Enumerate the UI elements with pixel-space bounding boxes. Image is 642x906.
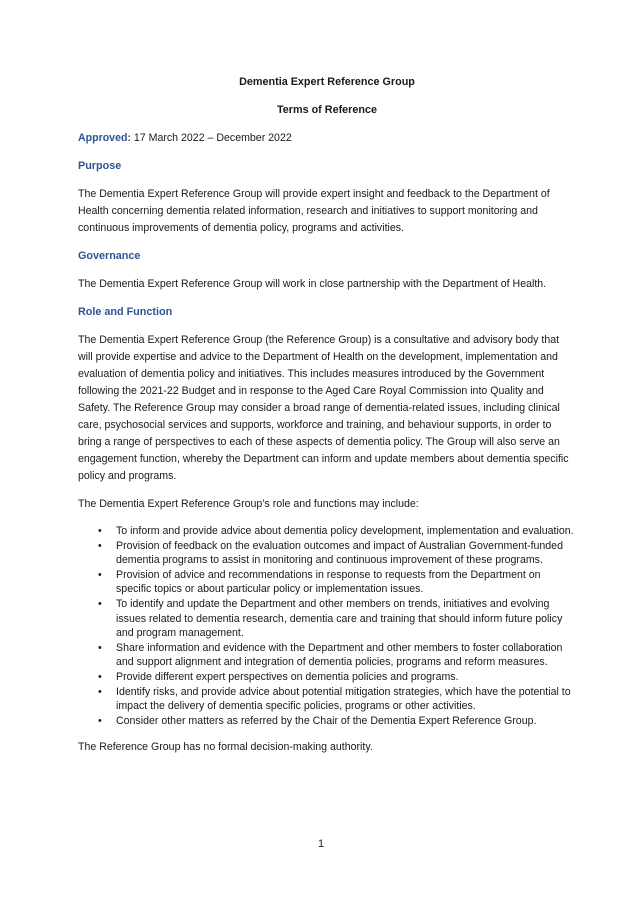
list-item-text: Share information and evidence with the Department and other members to foster collaboration and support alignment and integration of dementia policies, programs and reform measures. — [116, 641, 563, 669]
list-item — [98, 685, 576, 714]
role-heading: Role and Function — [78, 306, 173, 318]
list-item-text: Provide different expert perspectives on dementia policies and programs. — [116, 670, 459, 683]
bullet-icon: • — [98, 539, 102, 552]
closing-text: The Reference Group has no formal decision-making authority. — [78, 741, 373, 754]
list-item — [98, 568, 576, 597]
bullet-icon: • — [98, 597, 102, 610]
bullet-icon: • — [98, 525, 102, 537]
list-item-text: To inform and provide advice about dementia policy development, implementation and evaluation. — [116, 525, 574, 537]
page-content — [78, 74, 576, 767]
document-subtitle: Terms of Reference — [276, 104, 377, 116]
bullet-icon: • — [98, 641, 102, 654]
bullet-icon: • — [98, 670, 102, 683]
list-item-text: Provision of feedback on the evaluation outcomes and impact of Australian Government-funded dementia programs to assist in monitoring and continuous improvement of these programs. — [116, 539, 563, 567]
list-item-text: Identify risks, and provide advice about potential mitigation strategies, which have the potential to impact the delivery of dementia specific policies, programs or other activities. — [116, 685, 571, 713]
approved-label: Approved: — [78, 132, 131, 144]
approved-line — [78, 130, 576, 147]
list-item-text: Provision of advice and recommendations in response to requests from the Department on specific topics or about particular policy or implementation issues. — [116, 568, 541, 596]
list-item-text: To identify and update the Department and other members on trends, initiatives and evolving issues related to dementia research, dementia care and training that should inform future policy and program management. — [116, 597, 563, 640]
role-text: The Dementia Expert Reference Group (the Reference Group) is a consultative and advisory body that will provide expertise and advice to the Department of Health on the development, implementation and evaluation of dementia policy and initiatives. This includes measures introduced by the Government following the 2021-22 Budget and in response to the Aged Care Royal Commission into Quality and Safety. The Reference Group may consider a broad range of dementia-related issues, including clinical care, psychosocial services and supports, workforce and training, and behaviour supports, in order to bring a range of perspectives to each of these aspects of dementia policy. The Group will also serve an engagement function, whereby the Department can inform and update members about dementia specific policy and programs. — [78, 334, 569, 482]
list-item — [98, 539, 576, 568]
governance-text: The Dementia Expert Reference Group will work in close partnership with the Department of Health. — [78, 278, 547, 290]
list-item — [98, 524, 576, 539]
role-function-list — [78, 524, 576, 728]
list-item-text: Consider other matters as referred by the Chair of the Dementia Expert Reference Group. — [116, 714, 537, 727]
list-item — [98, 714, 576, 729]
list-item — [98, 641, 576, 670]
bullet-icon: • — [98, 685, 102, 698]
list-item — [98, 670, 576, 685]
purpose-heading: Purpose — [78, 160, 122, 172]
document-title: Dementia Expert Reference Group — [239, 76, 415, 88]
purpose-text: The Dementia Expert Reference Group will provide expert insight and feedback to the Department of Health concerning dementia related information, research and initiatives to support monitoring and continuous improvements of dementia policy, programs and activities. — [78, 188, 550, 234]
bullet-icon: • — [98, 714, 102, 727]
approved-value: 17 March 2022 – December 2022 — [130, 132, 292, 144]
governance-heading: Governance — [78, 250, 141, 262]
bullet-icon: • — [98, 568, 102, 581]
role-intro: The Dementia Expert Reference Group’s role and functions may include: — [78, 498, 419, 510]
list-item — [98, 597, 576, 641]
page-number: 1 — [317, 838, 325, 850]
